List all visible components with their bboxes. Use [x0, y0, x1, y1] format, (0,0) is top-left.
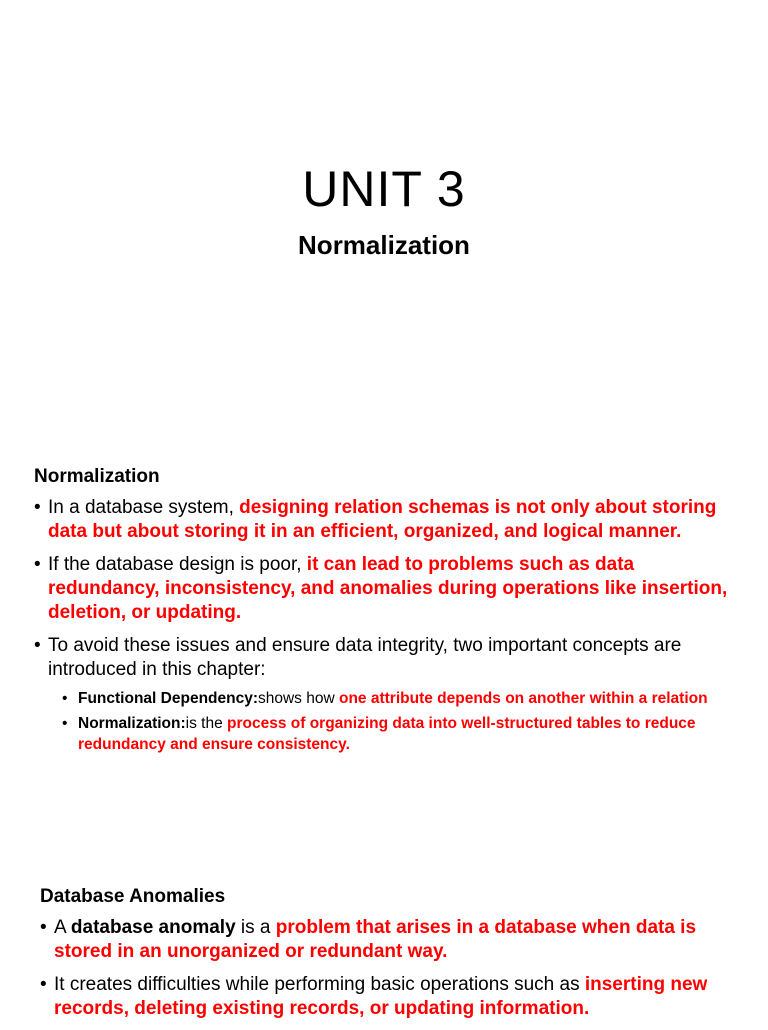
bullet-text: To avoid these issues and ensure data integrity, two important concepts are introduced in this chapter:: [48, 635, 682, 680]
highlight-text: inserting new records, deleting existing records, or updating information.: [54, 974, 708, 1019]
highlight-text: one attribute depends on another within a relation: [338, 690, 708, 707]
bullet-text: It creates difficulties while performing basic operations such as: [54, 974, 585, 995]
bullet-text: is the: [185, 715, 228, 732]
bullet-list: [34, 496, 738, 755]
anomalies-slide: [40, 886, 738, 1030]
bullet-text: In a database system,: [48, 497, 240, 518]
list-item: [34, 634, 738, 755]
slide-subtitle: Normalization: [298, 230, 470, 260]
term-text: database anomaly: [70, 917, 236, 938]
list-item: [62, 713, 738, 755]
highlight-text: it can lead to problems such as data redundancy, inconsistency, and anomalies during operations like insertion, deletion, or updating.: [48, 554, 728, 623]
bullet-text: A: [54, 917, 71, 938]
list-item: [34, 496, 738, 544]
highlight-text: problem that arises in a database when data is stored in an unorganized or redundant way.: [54, 917, 697, 962]
list-item: [40, 916, 738, 964]
list-item: [34, 553, 738, 625]
title-slide: [0, 0, 768, 440]
section-heading: Database Anomalies: [40, 886, 226, 907]
list-item: [62, 688, 738, 709]
sub-bullet-list: [62, 688, 738, 755]
term-text: Functional Dependency:: [78, 690, 258, 707]
bullet-text: shows how: [258, 690, 339, 707]
bullet-text: If the database design is poor,: [48, 554, 307, 575]
slide-title: UNIT 3: [302, 161, 466, 217]
normalization-slide: [34, 466, 738, 764]
bullet-text: is a: [235, 917, 276, 938]
section-heading: Normalization: [34, 466, 160, 487]
term-text: Normalization:: [78, 715, 186, 732]
highlight-text: process of organizing data into well-structured tables to reduce redundancy and ensure consistency.: [78, 715, 696, 753]
highlight-text: designing relation schemas is not only about storing data but about storing it in an efficient, organized, and logical manner.: [48, 497, 717, 542]
bullet-list: [40, 916, 738, 1021]
list-item: [40, 973, 738, 1021]
